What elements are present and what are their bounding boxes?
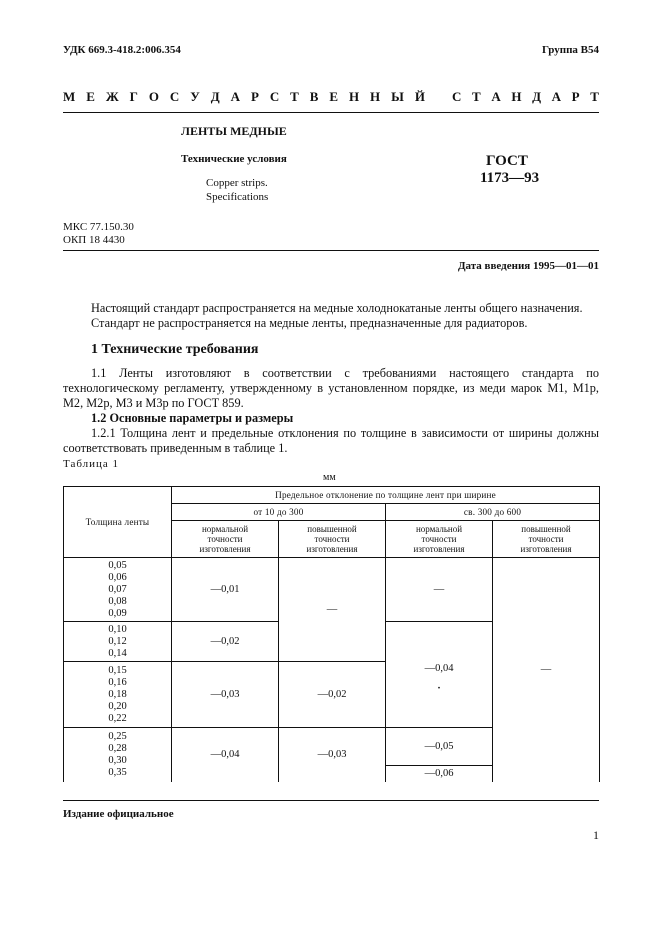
banner-letter: Н <box>370 89 381 104</box>
banner-word-standard <box>452 89 599 105</box>
table-caption: Таблица 1 <box>63 458 120 470</box>
thickness-value: 0,28 <box>108 743 127 754</box>
section-heading: 1 Технические требования <box>91 342 259 357</box>
banner-letter: Р <box>571 89 580 104</box>
header-normal-a-text: нормальной точности изготовления <box>199 524 251 554</box>
banner-letter: А <box>230 89 240 104</box>
thickness-value: 0,16 <box>108 676 127 688</box>
thickness-value: 0,07 <box>108 583 127 595</box>
heading-1-2: 1.2 Основные параметры и размеры <box>91 411 294 425</box>
tolerance-table <box>63 486 600 782</box>
stray-dot: · <box>437 682 441 694</box>
document-subtitle: Технические условия <box>181 153 287 165</box>
banner-letter: Т <box>290 89 299 104</box>
thickness-value: 0,15 <box>108 664 127 676</box>
banner-letter: Н <box>348 89 360 104</box>
banner-letter: А <box>551 89 562 104</box>
header-increased-b <box>493 521 600 558</box>
thickness-cell <box>64 662 172 728</box>
deviation-cell: —0,01 <box>172 558 279 622</box>
document-title: ЛЕНТЫ МЕДНЫЕ <box>181 124 287 138</box>
thickness-list <box>64 731 171 779</box>
deviation-cell: —0,03 <box>279 728 386 783</box>
thickness-value: 0,22 <box>108 712 127 724</box>
intro-paragraph: Настоящий стандарт распространяется на медные холоднокатаные ленты общего назначения. <box>91 301 583 315</box>
thickness-value: 0,05 <box>108 559 127 571</box>
header-increased-a-text: повышенной точности изготовления <box>306 524 358 554</box>
header-width-10-300: от 10 до 300 <box>172 504 386 521</box>
banner-letter: Е <box>86 89 95 104</box>
page-number: 1 <box>593 828 599 842</box>
paragraph-1-1: 1.1 Ленты изготовляют в соответствии с требованиями настоящего стандарта по технологическому регламенту, утвержденному в установленном порядке, из меди марок М1, М1р, М2, М2р, М3 и М3р по ГОСТ 859. <box>63 366 599 410</box>
thickness-value: 0,06 <box>108 571 127 583</box>
deviation-cell: —0,03 <box>172 662 279 728</box>
header-thickness: Толщина ленты <box>64 487 172 558</box>
thickness-list <box>64 624 171 660</box>
thickness-value: 0,25 <box>108 731 127 742</box>
deviation-cell: — <box>386 558 493 622</box>
banner-letter: С <box>269 89 280 104</box>
deviation-cell: — <box>493 558 600 783</box>
banner-letter: С <box>452 89 462 104</box>
banner-letter: Ы <box>391 89 404 104</box>
section-text <box>63 366 599 456</box>
banner-letter: Ж <box>105 89 119 104</box>
deviation-value: —0,04 <box>424 662 454 674</box>
thickness-value: 0,20 <box>108 700 127 712</box>
udk-code: УДК 669.3-418.2:006.354 <box>63 44 181 56</box>
thickness-value: 0,12 <box>108 635 127 647</box>
intro-text <box>63 301 599 331</box>
banner-letter: В <box>309 89 319 104</box>
deviation-value: —0,06 <box>386 765 492 782</box>
banner-rule <box>63 112 599 113</box>
intro-paragraph: Стандарт не распространяется на медные ленты, предназначенные для радиаторов. <box>91 316 528 330</box>
standard-banner <box>63 89 599 105</box>
banner-letter: А <box>491 89 501 104</box>
thickness-list <box>64 665 171 725</box>
banner-letter: Р <box>250 89 259 104</box>
paragraph-1-2-1: 1.2.1 Толщина лент и предельные отклонения по толщине в зависимости от ширины должны соответствовать приведенным в таблице 1. <box>63 426 599 455</box>
english-title-line2: Specifications <box>206 191 269 203</box>
table-unit: мм <box>323 472 336 483</box>
banner-letter: М <box>63 89 76 104</box>
thickness-list <box>64 560 171 620</box>
deviation-cell-split <box>386 728 493 783</box>
header-normal-a <box>172 521 279 558</box>
banner-letter: С <box>169 89 180 104</box>
merged-inner <box>386 629 492 721</box>
thickness-value: 0,08 <box>108 595 127 607</box>
thickness-cell <box>64 728 172 783</box>
footer-rule <box>63 800 599 801</box>
okp-code: ОКП 18 4430 <box>63 234 125 246</box>
banner-letter: Т <box>472 89 481 104</box>
banner-letter: Е <box>329 89 339 104</box>
header-normal-b-text: нормальной точности изготовления <box>413 524 465 554</box>
deviation-value: —0,05 <box>424 740 454 752</box>
banner-letter: Г <box>129 89 138 104</box>
english-title-line1: Copper strips. <box>206 177 268 189</box>
thickness-value: 0,30 <box>108 755 127 766</box>
banner-letter: Т <box>590 89 599 104</box>
banner-letter: Д <box>532 89 542 104</box>
effective-date: Дата введения 1995—01—01 <box>457 260 599 272</box>
official-edition: Издание официальное <box>63 808 174 820</box>
gost-label: ГОСТ <box>486 153 528 169</box>
deviation-cell-merged <box>386 622 493 728</box>
header-increased-b-text: повышенной точности изготовления <box>520 524 572 554</box>
banner-word-interstate <box>63 89 425 105</box>
thickness-value: 0,14 <box>108 647 127 659</box>
gost-number: 1173—93 <box>480 170 540 186</box>
thickness-value: 0,09 <box>108 607 127 619</box>
banner-letter: О <box>148 89 159 104</box>
thickness-cell <box>64 558 172 622</box>
thickness-value: 0,10 <box>108 623 127 635</box>
banner-letter: Й <box>414 89 425 104</box>
group-code: Группа В54 <box>541 44 599 56</box>
deviation-cell: —0,02 <box>172 622 279 662</box>
banner-letter: Д <box>210 89 220 104</box>
header-normal-b <box>386 521 493 558</box>
banner-letter: Н <box>511 89 522 104</box>
deviation-cell: —0,04 <box>172 728 279 783</box>
deviation-cell: — <box>279 558 386 662</box>
mks-code: МКС 77.150.30 <box>63 221 134 233</box>
thickness-cell <box>64 622 172 662</box>
codes-rule <box>63 250 599 251</box>
deviation-cell: —0,02 <box>279 662 386 728</box>
thickness-value: 0,35 <box>108 767 127 778</box>
header-width-300-600: св. 300 до 600 <box>386 504 600 521</box>
header-deviation: Предельное отклонение по толщине лент при ширине <box>172 487 600 504</box>
banner-letter: У <box>190 89 200 104</box>
header-increased-a <box>279 521 386 558</box>
thickness-value: 0,18 <box>108 688 127 700</box>
